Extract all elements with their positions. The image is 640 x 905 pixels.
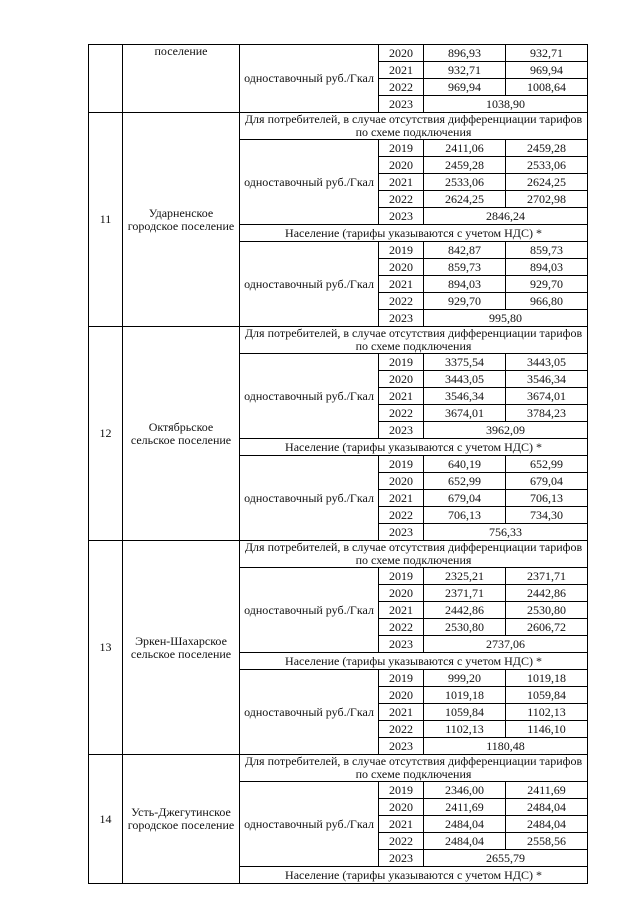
tariff-value-h1: 896,93 [424, 45, 506, 62]
year-row [89, 45, 588, 62]
year-cell: 2022 [379, 293, 424, 310]
tariff-value-h1: 2411,69 [424, 799, 506, 816]
tariff-value-h2: 2411,69 [506, 782, 588, 799]
year-cell: 2021 [379, 174, 424, 191]
year-cell: 2022 [379, 79, 424, 96]
tariff-value-2023: 2655,79 [424, 850, 588, 867]
tariff-value-2023: 756,33 [424, 524, 588, 541]
year-cell: 2019 [379, 670, 424, 687]
row-number: 11 [89, 113, 123, 327]
year-cell: 2022 [379, 507, 424, 524]
tariff-value-2023: 3962,09 [424, 422, 588, 439]
tariff-value-h1: 1102,13 [424, 721, 506, 738]
section-header-row [89, 327, 588, 354]
tariff-value-h1: 894,03 [424, 276, 506, 293]
tariff-table [88, 44, 588, 884]
year-cell: 2021 [379, 816, 424, 833]
settlement-name: Эркен-Шахарское сельское поселение [123, 541, 240, 755]
tariff-value-h2: 2558,56 [506, 833, 588, 850]
section-header-row [89, 541, 588, 568]
tariff-value-h2: 1102,13 [506, 704, 588, 721]
tariff-unit: одноставочный руб./Гкал [240, 568, 379, 653]
tariff-value-h1: 2484,04 [424, 816, 506, 833]
section-header: Для потребителей, в случае отсутствия дифференциации тарифов по схеме подключения [240, 327, 588, 354]
tariff-value-h2: 2533,06 [506, 157, 588, 174]
row-number: 14 [89, 755, 123, 884]
tariff-value-h2: 2484,04 [506, 799, 588, 816]
tariff-value-h2: 1146,10 [506, 721, 588, 738]
tariff-value-h2: 679,04 [506, 473, 588, 490]
year-cell: 2020 [379, 585, 424, 602]
tariff-value-h2: 734,30 [506, 507, 588, 524]
year-cell: 2020 [379, 371, 424, 388]
tariff-value-h2: 3546,34 [506, 371, 588, 388]
year-cell: 2022 [379, 405, 424, 422]
year-cell: 2020 [379, 799, 424, 816]
tariff-value-h1: 2411,06 [424, 140, 506, 157]
tariff-value-h1: 2371,71 [424, 585, 506, 602]
tariff-value-h2: 3443,05 [506, 354, 588, 371]
year-cell: 2019 [379, 456, 424, 473]
year-cell: 2021 [379, 276, 424, 293]
section-header: Население (тарифы указываются с учетом НДС) * [240, 653, 588, 670]
tariff-value-h1: 2442,86 [424, 602, 506, 619]
year-cell: 2019 [379, 354, 424, 371]
tariff-value-h1: 2624,25 [424, 191, 506, 208]
year-cell: 2019 [379, 782, 424, 799]
tariff-value-h1: 706,13 [424, 507, 506, 524]
tariff-value-h2: 2484,04 [506, 816, 588, 833]
year-cell: 2020 [379, 157, 424, 174]
tariff-value-h1: 929,70 [424, 293, 506, 310]
tariff-value-h2: 652,99 [506, 456, 588, 473]
year-cell: 2023 [379, 96, 424, 113]
tariff-value-h1: 3375,54 [424, 354, 506, 371]
tariff-table-body [89, 45, 588, 884]
year-cell: 2022 [379, 191, 424, 208]
tariff-value-h2: 2459,28 [506, 140, 588, 157]
tariff-value-h1: 3546,34 [424, 388, 506, 405]
tariff-value-h1: 969,94 [424, 79, 506, 96]
year-cell: 2021 [379, 704, 424, 721]
year-cell: 2020 [379, 687, 424, 704]
tariff-value-h2: 1059,84 [506, 687, 588, 704]
tariff-value-h1: 842,87 [424, 242, 506, 259]
tariff-value-h2: 966,80 [506, 293, 588, 310]
tariff-value-h2: 2530,80 [506, 602, 588, 619]
tariff-value-h2: 2442,86 [506, 585, 588, 602]
tariff-value-h1: 999,20 [424, 670, 506, 687]
year-cell: 2021 [379, 602, 424, 619]
section-header: Для потребителей, в случае отсутствия дифференциации тарифов по схеме подключения [240, 541, 588, 568]
year-cell: 2021 [379, 490, 424, 507]
tariff-value-h2: 2606,72 [506, 619, 588, 636]
tariff-value-h1: 3674,01 [424, 405, 506, 422]
tariff-value-2023: 1180,48 [424, 738, 588, 755]
settlement-name: Усть-Джегутинское городское поселение [123, 755, 240, 884]
year-cell: 2022 [379, 721, 424, 738]
tariff-value-h1: 2459,28 [424, 157, 506, 174]
tariff-unit: одноставочный руб./Гкал [240, 242, 379, 327]
year-cell: 2019 [379, 140, 424, 157]
section-header: Для потребителей, в случае отсутствия дифференциации тарифов по схеме подключения [240, 755, 588, 782]
year-cell: 2020 [379, 45, 424, 62]
tariff-unit: одноставочный руб./Гкал [240, 45, 379, 113]
year-cell: 2019 [379, 568, 424, 585]
tariff-value-h1: 3443,05 [424, 371, 506, 388]
tariff-value-2023: 2737,06 [424, 636, 588, 653]
section-header: Население (тарифы указываются с учетом НДС) * [240, 225, 588, 242]
tariff-value-h1: 652,99 [424, 473, 506, 490]
tariff-value-h2: 1008,64 [506, 79, 588, 96]
year-cell: 2021 [379, 388, 424, 405]
tariff-value-h1: 1059,84 [424, 704, 506, 721]
year-cell: 2023 [379, 524, 424, 541]
tariff-unit: одноставочный руб./Гкал [240, 354, 379, 439]
year-cell: 2023 [379, 422, 424, 439]
tariff-value-2023: 1038,90 [424, 96, 588, 113]
tariff-value-2023: 995,80 [424, 310, 588, 327]
tariff-value-h2: 706,13 [506, 490, 588, 507]
tariff-value-h2: 894,03 [506, 259, 588, 276]
row-number: 12 [89, 327, 123, 541]
tariff-value-h1: 859,73 [424, 259, 506, 276]
tariff-value-h2: 2702,98 [506, 191, 588, 208]
tariff-value-h1: 1019,18 [424, 687, 506, 704]
tariff-value-h1: 2484,04 [424, 833, 506, 850]
tariff-value-h2: 1019,18 [506, 670, 588, 687]
year-cell: 2023 [379, 208, 424, 225]
tariff-value-h2: 2371,71 [506, 568, 588, 585]
year-cell: 2022 [379, 833, 424, 850]
section-header-row [89, 113, 588, 140]
year-cell: 2023 [379, 310, 424, 327]
tariff-value-h1: 2346,00 [424, 782, 506, 799]
tariff-value-h2: 2624,25 [506, 174, 588, 191]
tariff-value-h1: 640,19 [424, 456, 506, 473]
year-cell: 2020 [379, 259, 424, 276]
tariff-value-h1: 2533,06 [424, 174, 506, 191]
year-cell: 2019 [379, 242, 424, 259]
tariff-value-h2: 932,71 [506, 45, 588, 62]
year-cell: 2023 [379, 850, 424, 867]
settlement-name: Октябрьское сельское поселение [123, 327, 240, 541]
tariff-unit: одноставочный руб./Гкал [240, 782, 379, 867]
tariff-unit: одноставочный руб./Гкал [240, 456, 379, 541]
tariff-value-h2: 3784,23 [506, 405, 588, 422]
tariff-value-h2: 3674,01 [506, 388, 588, 405]
section-header: Для потребителей, в случае отсутствия дифференциации тарифов по схеме подключения [240, 113, 588, 140]
tariff-value-2023: 2846,24 [424, 208, 588, 225]
section-header: Население (тарифы указываются с учетом НДС) * [240, 439, 588, 456]
tariff-value-h1: 679,04 [424, 490, 506, 507]
row-number [89, 45, 123, 113]
year-cell: 2023 [379, 636, 424, 653]
tariff-value-h1: 932,71 [424, 62, 506, 79]
tariff-value-h1: 2325,21 [424, 568, 506, 585]
year-cell: 2022 [379, 619, 424, 636]
section-header: Население (тарифы указываются с учетом НДС) * [240, 867, 588, 884]
settlement-name: Ударненское городское поселение [123, 113, 240, 327]
tariff-value-h2: 969,94 [506, 62, 588, 79]
settlement-name: поселение [123, 45, 240, 113]
tariff-unit: одноставочный руб./Гкал [240, 670, 379, 755]
section-header-row [89, 755, 588, 782]
tariff-value-h2: 929,70 [506, 276, 588, 293]
year-cell: 2020 [379, 473, 424, 490]
row-number: 13 [89, 541, 123, 755]
year-cell: 2021 [379, 62, 424, 79]
tariff-value-h1: 2530,80 [424, 619, 506, 636]
tariff-unit: одноставочный руб./Гкал [240, 140, 379, 225]
tariff-value-h2: 859,73 [506, 242, 588, 259]
year-cell: 2023 [379, 738, 424, 755]
